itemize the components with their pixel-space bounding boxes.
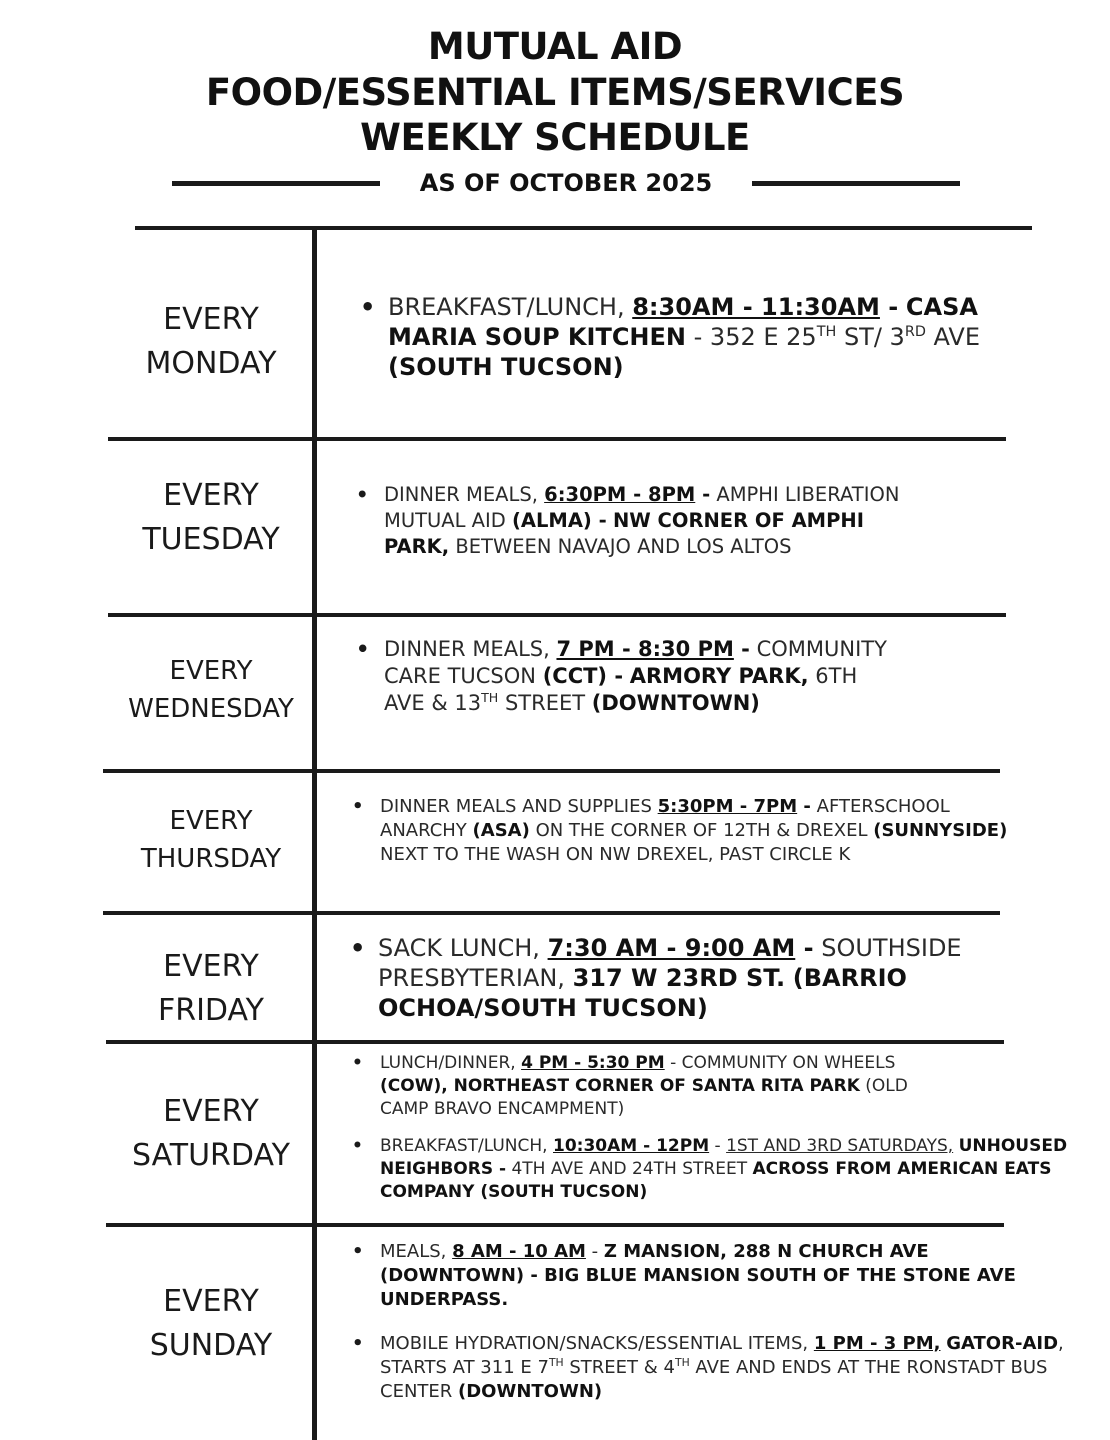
location-detail: BETWEEN NAVAJO AND LOS ALTOS bbox=[449, 535, 792, 558]
entry-tuesday bbox=[356, 482, 905, 560]
entry-saturday bbox=[352, 1052, 1090, 1204]
day-label-monday bbox=[105, 298, 317, 386]
row-divider bbox=[106, 1040, 1004, 1044]
meal-type: BREAKFAST/LUNCH, bbox=[380, 1136, 548, 1156]
area: (DOWNTOWN) bbox=[591, 691, 760, 715]
location: ARMORY PARK, bbox=[629, 664, 809, 688]
list-item bbox=[352, 1332, 1095, 1404]
day-label-tuesday bbox=[105, 474, 317, 562]
meal-type: LUNCH/DINNER, bbox=[380, 1053, 516, 1073]
day-every: EVERY bbox=[163, 949, 259, 984]
address-part: - 352 E 25 bbox=[686, 323, 817, 351]
list-item bbox=[350, 933, 1020, 1023]
separator: - bbox=[797, 796, 811, 817]
text-part: - bbox=[585, 1241, 604, 1262]
time-range: 7 PM - 8:30 PM bbox=[556, 637, 734, 661]
organization-abbr: (ASA) bbox=[472, 820, 530, 841]
entry-monday bbox=[360, 292, 990, 382]
location-detail: (OLD CAMP BRAVO ENCAMPMENT) bbox=[380, 1076, 908, 1119]
as-of-date: AS OF OCTOBER 2025 bbox=[419, 169, 713, 197]
list-item bbox=[360, 292, 990, 382]
list-item bbox=[352, 1240, 1035, 1312]
ordinal-suffix: TH bbox=[674, 1356, 690, 1369]
address-part: STREET & 4 bbox=[563, 1357, 675, 1378]
location: NW CORNER OF AMPHI PARK, bbox=[384, 509, 864, 558]
organization: SOUTHSIDE PRESBYTERIAN, bbox=[378, 934, 962, 992]
time-range: 6:30PM - 8PM bbox=[544, 483, 696, 506]
meal-type: SACK LUNCH, bbox=[378, 934, 540, 962]
day-name: MONDAY bbox=[145, 346, 277, 381]
time-range: 8 AM - 10 AM bbox=[452, 1241, 586, 1262]
address-part: 6TH AVE & 13 bbox=[384, 664, 858, 715]
address-part: , STARTS AT 311 E 7 bbox=[380, 1333, 1064, 1378]
address: 4TH AVE AND 24TH STREET bbox=[506, 1159, 748, 1179]
day-name: WEDNESDAY bbox=[128, 694, 294, 724]
row-divider bbox=[106, 1223, 1004, 1227]
list-item bbox=[352, 795, 1030, 867]
ordinal-suffix: RD bbox=[904, 324, 926, 340]
day-name: SATURDAY bbox=[131, 1138, 290, 1173]
separator: - bbox=[795, 934, 814, 962]
location: Z MANSION, 288 N CHURCH AVE (DOWNTOWN) - BIG BLUE MANSION SOUTH OF THE STONE AVE UNDERPASS. bbox=[380, 1241, 1016, 1310]
day-every: EVERY bbox=[163, 1094, 259, 1129]
day-label-sunday bbox=[105, 1280, 317, 1368]
ordinal-suffix: TH bbox=[548, 1356, 564, 1369]
day-every: EVERY bbox=[163, 302, 259, 337]
entry-thursday bbox=[352, 795, 1030, 867]
table-top-rule bbox=[135, 226, 1032, 230]
divider-left bbox=[172, 181, 380, 186]
address-part: STREET bbox=[498, 691, 586, 715]
day-name: FRIDAY bbox=[157, 993, 265, 1028]
organization: AFTERSCHOOL ANARCHY bbox=[380, 796, 950, 841]
title-line-3: WEEKLY SCHEDULE bbox=[360, 116, 750, 159]
meal-type: DINNER MEALS, bbox=[384, 637, 550, 661]
day-label-friday bbox=[105, 945, 317, 1033]
row-divider bbox=[108, 613, 1006, 617]
day-label-thursday bbox=[105, 802, 317, 878]
as-of-banner bbox=[172, 163, 960, 203]
row-divider bbox=[108, 437, 1006, 441]
meal-type: BREAKFAST/LUNCH, bbox=[388, 293, 625, 321]
day-label-wednesday bbox=[105, 652, 317, 728]
time-range: 5:30PM - 7PM bbox=[657, 796, 798, 817]
row-divider bbox=[103, 769, 1000, 773]
entry-wednesday bbox=[356, 636, 900, 717]
entry-sunday bbox=[352, 1240, 1095, 1404]
organization: COMMUNITY CARE TUCSON bbox=[384, 637, 887, 688]
day-label-saturday bbox=[105, 1090, 317, 1178]
day-every: EVERY bbox=[163, 478, 259, 513]
day-name: SUNDAY bbox=[149, 1328, 273, 1363]
separator: - bbox=[695, 483, 711, 506]
day-every: EVERY bbox=[169, 806, 253, 836]
day-name: THURSDAY bbox=[140, 844, 282, 874]
area: (DOWNTOWN) bbox=[458, 1381, 603, 1402]
ordinal-suffix: TH bbox=[816, 324, 837, 340]
day-every: EVERY bbox=[163, 1284, 259, 1319]
organization: CASA MARIA SOUP KITCHEN bbox=[388, 293, 978, 351]
meal-type: DINNER MEALS AND SUPPLIES bbox=[380, 796, 652, 817]
list-item bbox=[352, 1135, 1090, 1204]
time-range: 7:30 AM - 9:00 AM bbox=[547, 934, 796, 962]
title-line-2: FOOD/ESSENTIAL ITEMS/SERVICES bbox=[205, 71, 905, 114]
text-part: - COMMUNITY ON WHEELS bbox=[664, 1053, 896, 1073]
organization: AMPHI LIBERATION MUTUAL AID bbox=[384, 483, 900, 532]
organization: UNHOUSED NEIGHBORS - bbox=[380, 1136, 1068, 1179]
separator: - bbox=[879, 293, 899, 321]
organization-abbr: (ALMA) - bbox=[512, 509, 607, 532]
schedule-note: 1ST AND 3RD SATURDAYS, bbox=[726, 1136, 954, 1156]
time-range: 1 PM - 3 PM, bbox=[813, 1333, 941, 1354]
list-item bbox=[356, 482, 905, 560]
address-part: AVE AND ENDS AT THE RONSTADT BUS CENTER bbox=[380, 1357, 1048, 1402]
time-range: 10:30AM - 12PM bbox=[553, 1136, 710, 1156]
area: (SOUTH TUCSON) bbox=[388, 353, 624, 381]
area: (SUNNYSIDE) bbox=[873, 820, 1008, 841]
location-detail: NEXT TO THE WASH ON NW DREXEL, PAST CIRCLE K bbox=[380, 844, 851, 865]
meal-type: MOBILE HYDRATION/SNACKS/ESSENTIAL ITEMS, bbox=[380, 1333, 809, 1354]
divider-right bbox=[752, 181, 960, 186]
day-name: TUESDAY bbox=[142, 522, 280, 557]
title-line-1: MUTUAL AID bbox=[427, 25, 683, 68]
text-part: - bbox=[709, 1136, 727, 1156]
address-part: AVE bbox=[925, 323, 981, 351]
organization-location: (COW), NORTHEAST CORNER OF SANTA RITA PARK bbox=[380, 1076, 860, 1096]
time-range: 8:30AM - 11:30AM bbox=[632, 293, 880, 321]
meal-type: MEALS, bbox=[380, 1241, 447, 1262]
area: (BARRIO OCHOA/SOUTH TUCSON) bbox=[378, 964, 907, 1022]
separator: - bbox=[733, 637, 750, 661]
row-divider bbox=[103, 911, 1000, 915]
meal-type: DINNER MEALS, bbox=[384, 483, 538, 506]
address-part: ST/ 3 bbox=[836, 323, 905, 351]
organization: GATOR-AID bbox=[946, 1333, 1059, 1354]
day-every: EVERY bbox=[169, 656, 253, 686]
time-range: 4 PM - 5:30 PM bbox=[521, 1053, 665, 1073]
organization-abbr: (CCT) - bbox=[542, 664, 624, 688]
ordinal-suffix: TH bbox=[481, 690, 499, 705]
entry-friday bbox=[350, 933, 1020, 1023]
location: ON THE CORNER OF 12TH & DREXEL bbox=[535, 820, 868, 841]
location: ACROSS FROM AMERICAN EATS COMPANY (SOUTH TUCSON) bbox=[380, 1159, 1052, 1202]
list-item bbox=[352, 1052, 925, 1121]
address: 317 W 23RD ST. bbox=[572, 964, 786, 992]
list-item bbox=[356, 636, 900, 717]
